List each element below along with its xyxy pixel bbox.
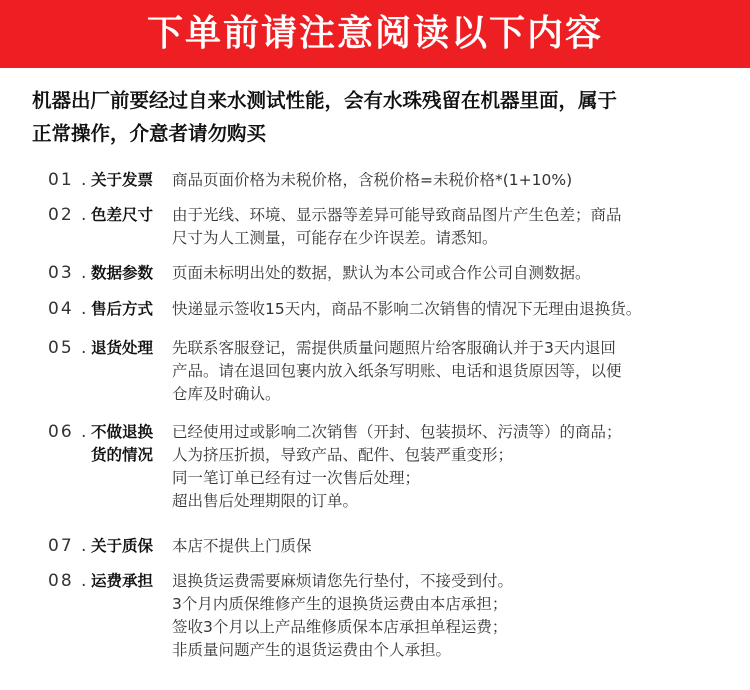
item-dot: . bbox=[81, 338, 87, 358]
item-dot: . bbox=[81, 205, 87, 225]
item-body: 本店不提供上门质保 bbox=[172, 537, 312, 555]
item-dot: . bbox=[81, 299, 87, 319]
item-label: 不做退换 货的情况 bbox=[91, 423, 154, 464]
item-label: 色差尺寸 bbox=[91, 206, 154, 224]
item-label: 关于发票 bbox=[91, 171, 154, 189]
item-body: 商品页面价格为未税价格，含税价格=未税价格*(1+10%) bbox=[172, 171, 573, 189]
item-number: 07 bbox=[48, 536, 74, 556]
intro-line-1: 机器出厂前要经过自来水测试性能，会有水珠残留在机器里面，属于 bbox=[32, 89, 618, 112]
item-dot: . bbox=[81, 536, 87, 556]
item-label: 售后方式 bbox=[91, 300, 154, 318]
item-number: 01 bbox=[48, 170, 74, 190]
intro-line-2: 正常操作，介意者请勿购买 bbox=[32, 122, 267, 145]
item-number: 06 bbox=[48, 422, 74, 442]
item-dot: . bbox=[81, 422, 87, 442]
item-label: 运费承担 bbox=[91, 572, 154, 590]
item-number: 05 bbox=[48, 338, 74, 358]
item-dot: . bbox=[81, 571, 87, 591]
item-number: 02 bbox=[48, 205, 74, 225]
item-body: 退换货运费需要麻烦请您先行垫付，不接受到付。 3个月内质保维修产生的退换货运费由本店承担； 签收3个月以上产品维修质保本店承担单程运费； 非质量问题产生的退货运费由个人承担。 bbox=[172, 572, 514, 659]
item-number: 03 bbox=[48, 263, 74, 283]
item-number: 04 bbox=[48, 299, 74, 319]
item-number: 08 bbox=[48, 571, 74, 591]
page-title: 下单前请注意阅读以下内容 bbox=[146, 13, 603, 54]
item-label: 关于质保 bbox=[91, 537, 154, 555]
item-body: 快递显示签收15天内，商品不影响二次销售的情况下无理由退换货。 bbox=[172, 300, 642, 318]
item-label: 数据参数 bbox=[91, 264, 154, 282]
item-body: 已经使用过或影响二次销售（开封、包装损坏、污渍等）的商品； 人为挤压折损，导致产品、配件、包装严重变形； 同一笔订单已经有过一次售后处理； 超出售后处理期限的订单。 bbox=[172, 423, 622, 510]
item-body: 先联系客服登记，需提供质量问题照片给客服确认并于3天内退回 产品。请在退回包裹内放入纸条写明账、电话和退货原因等，以便 仓库及时确认。 bbox=[172, 339, 622, 403]
item-label: 退货处理 bbox=[91, 339, 154, 357]
item-dot: . bbox=[81, 263, 87, 283]
item-body: 由于光线、环境、显示器等差异可能导致商品图片产生色差；商品 尺寸为人工测量，可能存在少许误差。请悉知。 bbox=[172, 206, 622, 247]
item-body: 页面未标明出处的数据，默认为本公司或合作公司自测数据。 bbox=[172, 264, 591, 282]
intro-notice bbox=[32, 84, 732, 150]
item-dot: . bbox=[81, 170, 87, 190]
